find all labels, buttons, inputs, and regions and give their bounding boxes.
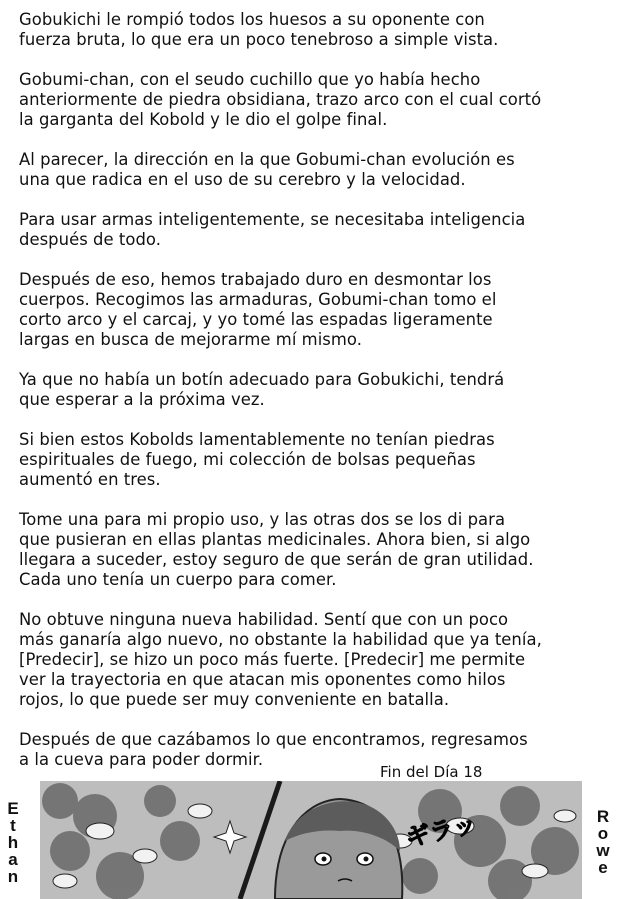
paragraph-3: Al parecer, la dirección en la que Gobumi-chan evolución es una que radica en el uso de su cerebro y la velocidad. [19, 150, 515, 189]
credit-left: E t h a n [7, 799, 19, 886]
credit-right: R o w e [596, 807, 610, 877]
paragraph-7: Si bien estos Kobolds lamentablemente no tenían piedras espirituales de fuego, mi colección de bolsas pequeñas aumentó en tres. [19, 430, 495, 489]
chapter-end-label: Fin del Día 18 [380, 763, 483, 781]
paragraph-1: Gobukichi le rompió todos los huesos a su oponente con fuerza bruta, lo que era un poco tenebroso a simple vista. [19, 10, 499, 49]
paragraph-5: Después de eso, hemos trabajado duro en desmontar los cuerpos. Recogimos las armaduras, Gobumi-chan tomo el corto arco y el carcaj, y yo tomé las espadas ligeramente largas en busca de mejorarme mí mismo. [19, 270, 497, 349]
paragraph-10: Después de que cazábamos lo que encontramos, regresamos a la cueva para poder dormir. [19, 730, 528, 769]
manga-panel-image [40, 781, 582, 899]
paragraph-4: Para usar armas inteligentemente, se necesitaba inteligencia después de todo. [19, 210, 526, 249]
sound-effect-text: ギラッ [403, 809, 480, 853]
paragraph-9: No obtuve ninguna nueva habilidad. Sentí que con un poco más ganaría algo nuevo, no obstante la habilidad que ya tenía, [Predecir], se hizo un poco más fuerte. [Predecir] me permite ver la trayectoria en que atacan mis oponentes como hilos rojos, lo que puede ser muy conveniente en batalla. [19, 610, 542, 709]
paragraph-8: Tome una para mi propio uso, y las otras dos se los di para que pusieran en ellas plantas medicinales. Ahora bien, si algo llegara a suceder, estoy seguro de que serán de gran utilidad. Cada uno tenía un cuerpo para comer. [19, 510, 534, 589]
paragraph-2: Gobumi-chan, con el seudo cuchillo que yo había hecho anteriormente de piedra obsidiana, trazo arco con el cual cortó la garganta del Kobold y le dio el golpe final. [19, 70, 542, 129]
paragraph-6: Ya que no había un botín adecuado para Gobukichi, tendrá que esperar a la próxima vez. [19, 370, 505, 409]
chapter-text [19, 10, 615, 790]
